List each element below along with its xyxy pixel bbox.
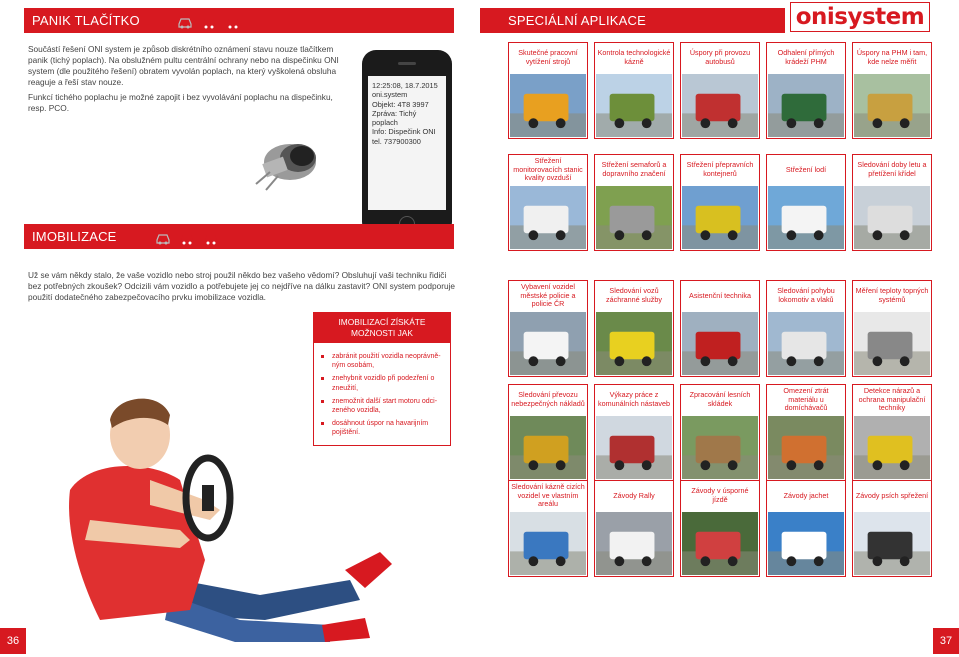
car-alarm-icon <box>224 14 242 30</box>
panik-section-title: PANIK TLAČÍTKO <box>24 8 454 33</box>
tile-caption: Úspory při provozu autobusů <box>689 48 751 66</box>
tile-caption: Asistenční technika <box>689 290 751 300</box>
tile-caption: Závody Rally <box>613 490 655 500</box>
traffic-light-photo <box>596 186 672 249</box>
rally-car-photo <box>596 512 672 575</box>
car-lock-icon <box>178 230 196 246</box>
application-tile <box>680 480 760 577</box>
car-icons <box>154 230 220 246</box>
tile-caption: Zpracování lesních skládek <box>689 390 751 408</box>
car-icons <box>176 14 242 30</box>
boiler-photo <box>854 312 930 375</box>
application-tile <box>852 480 932 577</box>
application-tile <box>766 42 846 139</box>
panik-paragraph-2: Funkcí tichého poplachu je možné zapojit i bez vyvolávání poplachu na dispečinku, resp. PCO. <box>28 92 333 113</box>
forklift-photo <box>854 416 930 479</box>
car-lock-icon <box>202 230 220 246</box>
application-tile <box>852 280 932 377</box>
imobilizace-text: Už se vám někdy stalo, že vaše vozidlo nebo stroj použil někdo bez vašeho vědomí? Obsluhují vaši techniku řidiči bez potřebných zkoušek? Odcizili vám vozidlo a potřebujete jej co nejdříve na dálku zastavit? ONI system podporuje použití dodatečného zabezpečovacího prvku imobilizace vozidla. <box>28 270 456 302</box>
sms-time: 12:25:08, 18.7.2015 <box>372 81 438 90</box>
application-tile <box>594 480 674 577</box>
application-tile <box>852 384 932 481</box>
page-number-left: 36 <box>0 628 26 654</box>
oni-system-logo: onisystem <box>790 2 930 32</box>
application-tile <box>508 280 588 377</box>
blue-truck-photo <box>510 512 586 575</box>
tile-caption: Sledování doby letu a přetížení křídel <box>857 160 927 178</box>
logs-photo <box>682 416 758 479</box>
options-item: zabránit použití vozidla neoprávně-ným osobám, <box>332 352 444 370</box>
panik-text <box>28 44 346 118</box>
options-item: znemožnit další start motoru odci-zeného vozidla, <box>332 397 444 415</box>
sms-phone: tel. 737900300 <box>372 136 421 146</box>
application-tile <box>852 42 932 139</box>
tile-caption: Kontrola technologické kázně <box>597 48 671 66</box>
tile-caption: Měření teploty topných systémů <box>855 286 929 304</box>
boat-photo <box>768 186 844 249</box>
tile-caption: Střežení lodí <box>785 164 827 174</box>
tile-caption: Výkazy práce z komunálních nástaveb <box>598 390 670 408</box>
phone-mockup <box>362 50 452 236</box>
application-tile <box>766 480 846 577</box>
forestry-machine-photo <box>854 74 930 137</box>
application-tile <box>680 280 760 377</box>
tile-caption: Střežení přepravních kontejnerů <box>686 160 754 178</box>
train-photo <box>768 312 844 375</box>
tile-caption: Sledování převozu nebezpečných nákladů <box>511 390 585 408</box>
page-number-right: 37 <box>933 628 959 654</box>
application-tile <box>594 42 674 139</box>
application-tile <box>766 154 846 251</box>
phone-screen <box>368 76 446 210</box>
application-tile <box>594 384 674 481</box>
tile-caption: Skutečné pracovní vytížení strojů <box>518 48 578 66</box>
tile-caption: Závody jachet <box>783 490 829 500</box>
application-tile <box>680 384 760 481</box>
tile-caption: Sledování pohybu lokomotiv a vlaků <box>777 286 835 304</box>
driver-photo <box>30 380 410 650</box>
airplane-photo <box>854 186 930 249</box>
tile-caption: Detekce nárazů a ochrana manipulační techniky <box>858 385 926 413</box>
excavator-photo <box>510 74 586 137</box>
bus-photo <box>682 74 758 137</box>
application-tile <box>508 384 588 481</box>
tile-caption: Sledování vozů záchranné služby <box>606 286 662 304</box>
tile-caption: Omezení ztrát materiálu u domíchávačů <box>783 385 829 413</box>
truck-photo <box>768 74 844 137</box>
tow-truck-photo <box>682 312 758 375</box>
concrete-pump-photo <box>596 74 672 137</box>
application-tile <box>594 154 674 251</box>
options-item: znehybnit vozidlo při podezření o zneužití, <box>332 374 444 392</box>
ambulance-photo <box>596 312 672 375</box>
municipal-truck-photo <box>596 416 672 479</box>
sms-message: Zpráva: Tichý poplach <box>372 108 417 128</box>
mixer-truck-photo <box>768 416 844 479</box>
sms-sender: oni.system <box>372 90 408 100</box>
eco-car-photo <box>682 512 758 575</box>
police-car-photo <box>510 312 586 375</box>
car-outline-icon <box>176 14 194 30</box>
options-header: IMOBILIZACÍ ZÍSKÁTE MOŽNOSTI JAK <box>314 313 450 343</box>
hazard-barrels-photo <box>510 416 586 479</box>
tile-caption: Závody psích spřežení <box>855 490 929 500</box>
application-tile <box>766 280 846 377</box>
car-alarm-icon <box>200 14 218 30</box>
tile-caption: Vybavení vozidel městské policie a policie ČR <box>520 281 576 309</box>
imobilizace-section-title: IMOBILIZACE <box>24 224 454 249</box>
application-tile <box>680 42 760 139</box>
special-apps-title: SPECIÁLNÍ APLIKACE <box>480 8 785 33</box>
car-outline-icon <box>154 230 172 246</box>
phone-camera <box>398 62 416 65</box>
tile-caption: Střežení monitorovacích stanic kvality ovzduší <box>513 155 583 183</box>
application-tile <box>766 384 846 481</box>
application-tile <box>680 154 760 251</box>
container-photo <box>682 186 758 249</box>
tile-caption: Úspory na PHM i tam, kde nelze měřit <box>856 48 928 66</box>
tile-caption: Sledování kázně cizích vozidel ve vlastním areálu <box>511 481 585 509</box>
sms-object: Objekt: 4T8 3997 <box>372 99 429 109</box>
application-tile <box>508 42 588 139</box>
dog-sled-photo <box>854 512 930 575</box>
options-item: dosáhnout úspor na havarijním pojištění. <box>332 419 444 437</box>
yacht-photo <box>768 512 844 575</box>
tile-caption: Odhalení přímých krádeží PHM <box>777 48 835 66</box>
panic-button-photo <box>248 132 328 194</box>
sms-info: Info: Dispečink ONI <box>372 127 436 137</box>
application-tile <box>594 280 674 377</box>
application-tile <box>852 154 932 251</box>
tile-caption: Střežení semaforů a dopravního značení <box>601 160 667 178</box>
application-tile <box>508 480 588 577</box>
application-tile <box>508 154 588 251</box>
tile-caption: Závody v úsporné jízdě <box>691 486 749 504</box>
monitoring-station-photo <box>510 186 586 249</box>
panik-paragraph-1: Součástí řešení ONI system je způsob diskrétního oznámení stavu nouze tlačítkem panik (tichý poplach). Na obslužném pultu centrální ochrany nebo na dispečinku ONI system (dle použitého řešení) obratem vyvolán poplach, na který vyškolená obsluha reaguje a řeší stav nouze. <box>28 44 339 87</box>
